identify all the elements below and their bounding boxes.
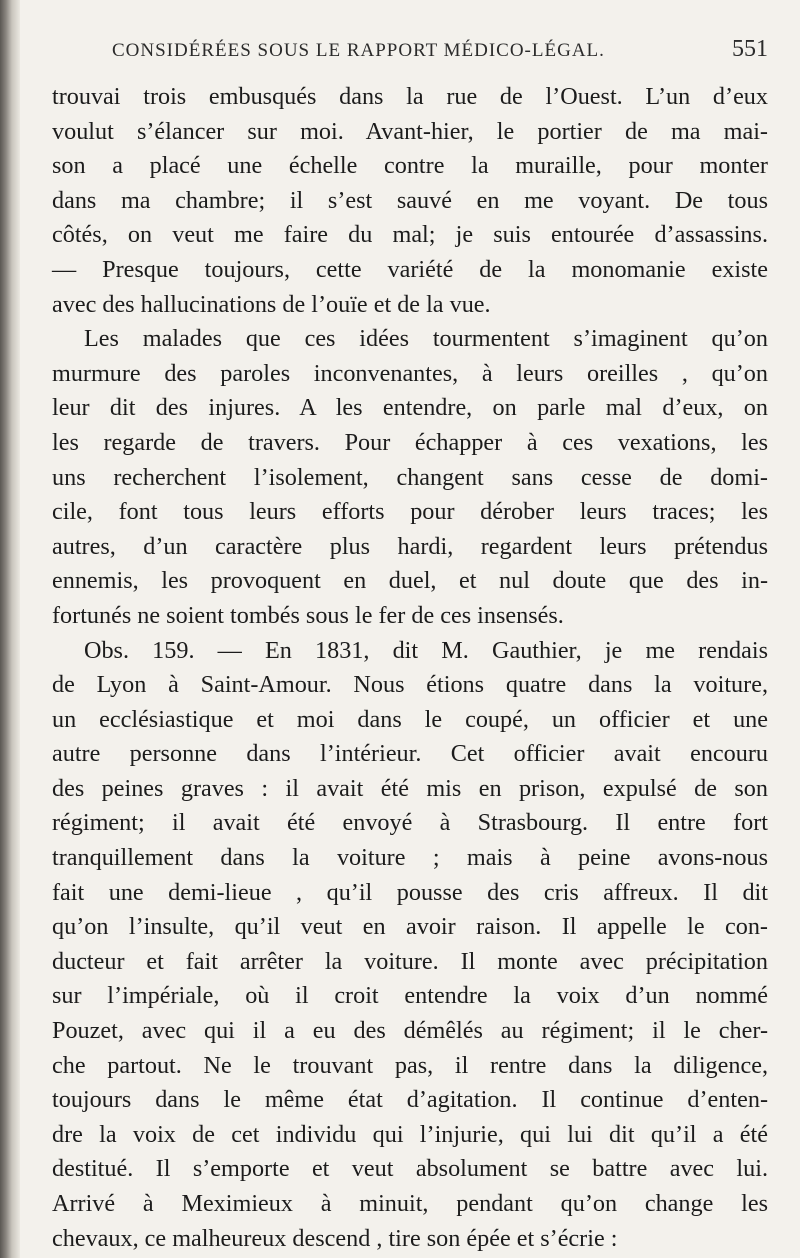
text-line: ducteur et fait arrêter la voiture. Il monte avec précipitation xyxy=(52,947,768,975)
text-line: trouvai trois embusqués dans la rue de l’Ouest. L’un d’eux xyxy=(52,83,768,110)
text-line: de Lyon à Saint-Amour. Nous étions quatre dans la voiture, xyxy=(52,671,768,699)
text-line: qu’on l’insulte, qu’il veut en avoir raison. Il appelle le con- xyxy=(52,913,768,941)
text-line: Pouzet, avec qui il a eu des démêlés au régiment; il le cher- xyxy=(52,1017,768,1045)
text-line: tranquillement dans la voiture ; mais à peine avons-nous xyxy=(52,844,768,872)
text-line: toujours dans le même état d’agitation. Il continue d’enten- xyxy=(52,1086,768,1114)
paragraph-start-line: Les malades que ces idées tourmentent s’imaginent qu’on xyxy=(84,325,768,353)
text-line: dre la voix de cet individu qui l’injurie, qui lui dit qu’il a été xyxy=(52,1120,768,1148)
text-line: ennemis, les provoquent en duel, et nul doute que des in- xyxy=(52,567,768,595)
text-line: dans ma chambre; il s’est sauvé en me voyant. De tous xyxy=(52,186,768,214)
text-line: destitué. Il s’emporte et veut absolument se battre avec lui. xyxy=(52,1155,768,1183)
running-head: CONSIDÉRÉES SOUS LE RAPPORT MÉDICO-LÉGAL. xyxy=(112,40,605,61)
text-line: son a placé une échelle contre la muraille, pour monter xyxy=(52,152,768,180)
text-line: voulut s’élancer sur moi. Avant-hier, le portier de ma mai- xyxy=(52,117,768,145)
text-line: fortunés ne soient tombés sous le fer de ces insensés. xyxy=(52,601,564,629)
text-line: régiment; il avait été envoyé à Strasbourg. Il entre fort xyxy=(52,809,768,837)
text-line: leur dit des injures. A les entendre, on parle mal d’eux, on xyxy=(52,394,768,422)
body-text xyxy=(52,80,768,1256)
text-line: les regarde de travers. Pour échapper à ces vexations, les xyxy=(52,428,768,456)
text-line: Arrivé à Meximieux à minuit, pendant qu’on change les xyxy=(52,1190,768,1217)
paragraph-start-line: Obs. 159. — En 1831, dit M. Gauthier, je me rendais xyxy=(84,636,768,664)
text-line: sur l’impériale, où il croit entendre la voix d’un nommé xyxy=(52,982,768,1010)
text-line: chevaux, ce malheureux descend , tire son épée et s’écrie : xyxy=(52,1224,618,1252)
text-line: fait une demi-lieue , qu’il pousse des cris affreux. Il dit xyxy=(52,878,768,906)
text-line: des peines graves : il avait été mis en prison, expulsé de son xyxy=(52,774,768,802)
page-number: 551 xyxy=(732,36,768,62)
page-header xyxy=(52,36,768,72)
text-line: avec des hallucinations de l’ouïe et de la vue. xyxy=(52,290,491,318)
text-line: cile, font tous leurs efforts pour dérober leurs traces; les xyxy=(52,498,768,526)
text-line: che partout. Ne le trouvant pas, il rentre dans la diligence, xyxy=(52,1051,768,1079)
binding-edge xyxy=(0,0,20,1258)
text-line: autres, d’un caractère plus hardi, regardent leurs prétendus xyxy=(52,532,768,560)
text-line: uns recherchent l’isolement, changent sans cesse de domi- xyxy=(52,463,768,491)
text-line: côtés, on veut me faire du mal; je suis entourée d’assassins. xyxy=(52,221,768,249)
text-line: autre personne dans l’intérieur. Cet officier avait encouru xyxy=(52,740,768,768)
text-line: — Presque toujours, cette variété de la monomanie existe xyxy=(52,255,768,283)
text-line: un ecclésiastique et moi dans le coupé, un officier et une xyxy=(52,705,768,733)
text-line: murmure des paroles inconvenantes, à leurs oreilles , qu’on xyxy=(52,359,768,387)
